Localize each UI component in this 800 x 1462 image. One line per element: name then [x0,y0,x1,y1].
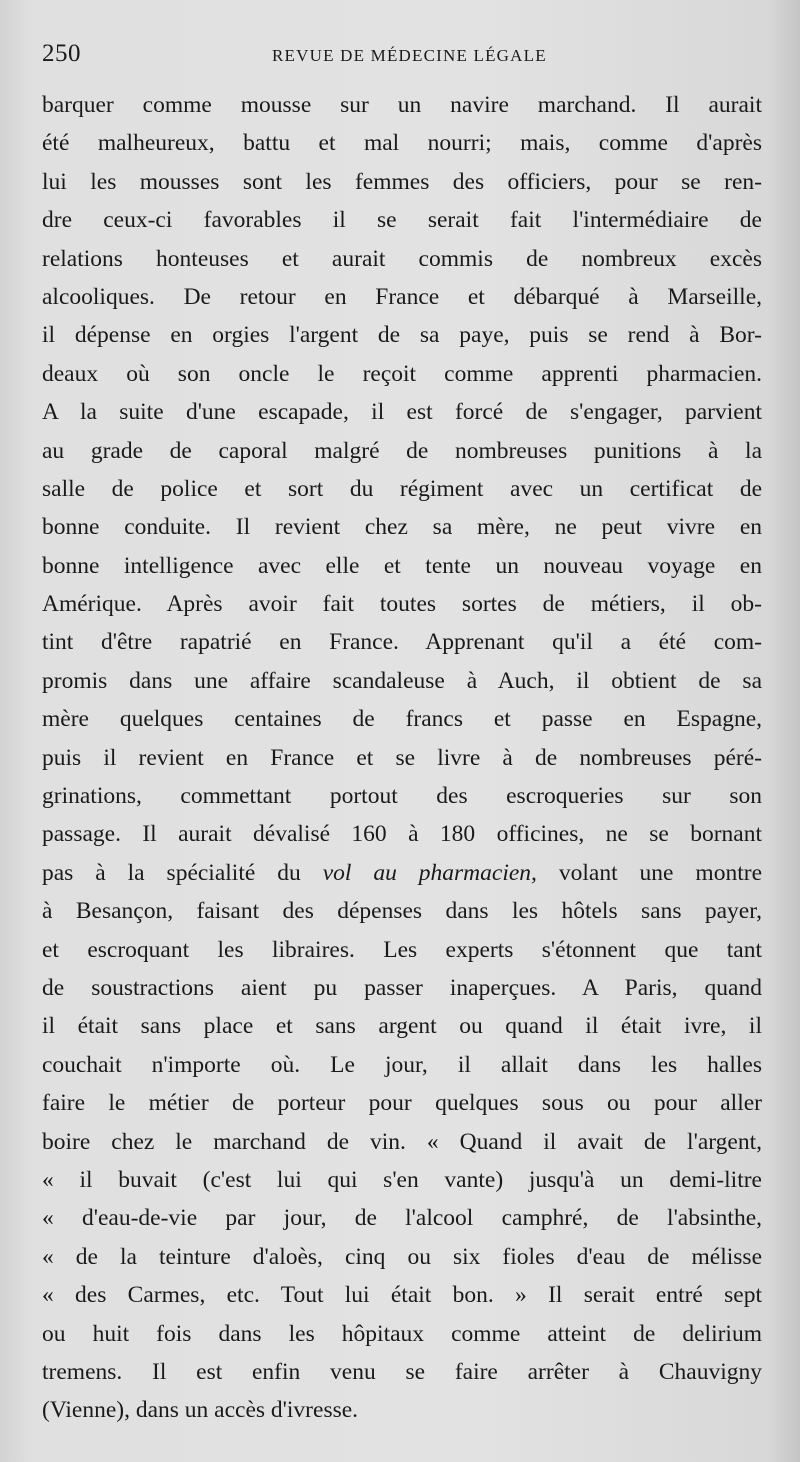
text-line: « de la teinture d'aloès, cinq ou six fioles d'eau de mélisse [42,1243,762,1270]
text-line: barquer comme mousse sur un navire marchand. Il aurait [42,92,762,118]
body-text [42,86,762,1430]
text-line: bonne conduite. Il revient chez sa mère, ne peut vivre en [42,514,762,541]
text-segment: volant une montre [536,859,762,886]
page-number: 250 [42,40,81,67]
text-line: à Besançon, faisant des dépenses dans les hôtels sans payer, [42,898,762,925]
text-line: A la suite d'une escapade, il est forcé de s'engager, parvient [42,399,762,426]
text-line: couchait n'importe où. Le jour, il allait dans les halles [42,1051,762,1078]
text-line: faire le métier de porteur pour quelques sous ou pour aller [42,1090,762,1117]
page-header [42,38,760,86]
text-line: (Vienne), dans un accès d'ivresse. [42,1397,359,1424]
text-line: bonne intelligence avec elle et tente un nouveau voyage en [42,552,762,579]
text-line: il était sans place et sans argent ou quand il était ivre, il [42,1013,762,1040]
text-line: de soustractions aient pu passer inaperçues. A Paris, quand [42,974,762,1001]
text-segment: pas à la spécialité du [42,859,323,886]
text-line: dre ceux-ci favorables il se serait fait l'intermédiaire de [42,207,762,234]
text-line: « d'eau-de-vie par jour, de l'alcool camphré, de l'absinthe, [42,1205,762,1232]
text-line: « il buvait (c'est lui qui s'en vante) jusqu'à un demi-litre [42,1166,762,1193]
italic-phrase: vol au pharmacien, [322,859,537,886]
text-line: alcooliques. De retour en France et débarqué à Marseille, [42,283,762,310]
text-line: « des Carmes, etc. Tout lui était bon. » Il serait entré sept [42,1282,762,1309]
text-line: deaux où son oncle le reçoit comme apprenti pharmacien. [42,360,762,387]
text-line: et escroquant les libraires. Les experts s'étonnent que tant [42,936,762,963]
text-line: relations honteuses et aurait commis de nombreux excès [42,245,762,272]
text-line: boire chez le marchand de vin. « Quand il avait de l'argent, [42,1128,762,1155]
text-line: lui les mousses sont les femmes des officiers, pour se ren- [42,168,762,195]
text-line: Amérique. Après avoir fait toutes sortes de métiers, il ob- [42,591,762,618]
text-line: promis dans une affaire scandaleuse à Auch, il obtient de sa [42,667,762,694]
text-line: été malheureux, battu et mal nourri; mais, comme d'après [42,130,762,157]
text-line-with-italic [42,854,762,892]
text-line: salle de police et sort du régiment avec un certificat de [42,475,762,502]
text-line: mère quelques centaines de francs et passe en Espagne, [42,706,762,733]
text-line: puis il revient en France et se livre à de nombreuses péré- [42,744,762,771]
text-line: tremens. Il est enfin venu se faire arrêter à Chauvigny [42,1358,762,1385]
text-line: il dépense en orgies l'argent de sa paye, puis se rend à Bor- [42,322,762,349]
running-title: REVUE DE MÉDECINE LÉGALE [272,46,547,65]
text-line: ou huit fois dans les hôpitaux comme atteint de delirium [42,1320,762,1347]
text-line: au grade de caporal malgré de nombreuses punitions à la [42,437,762,464]
text-line: tint d'être rapatrié en France. Apprenant qu'il a été com- [42,629,762,656]
text-line: grinations, commettant portout des escroqueries sur son [42,783,762,810]
text-line: passage. Il aurait dévalisé 160 à 180 officines, ne se bornant [42,821,762,848]
